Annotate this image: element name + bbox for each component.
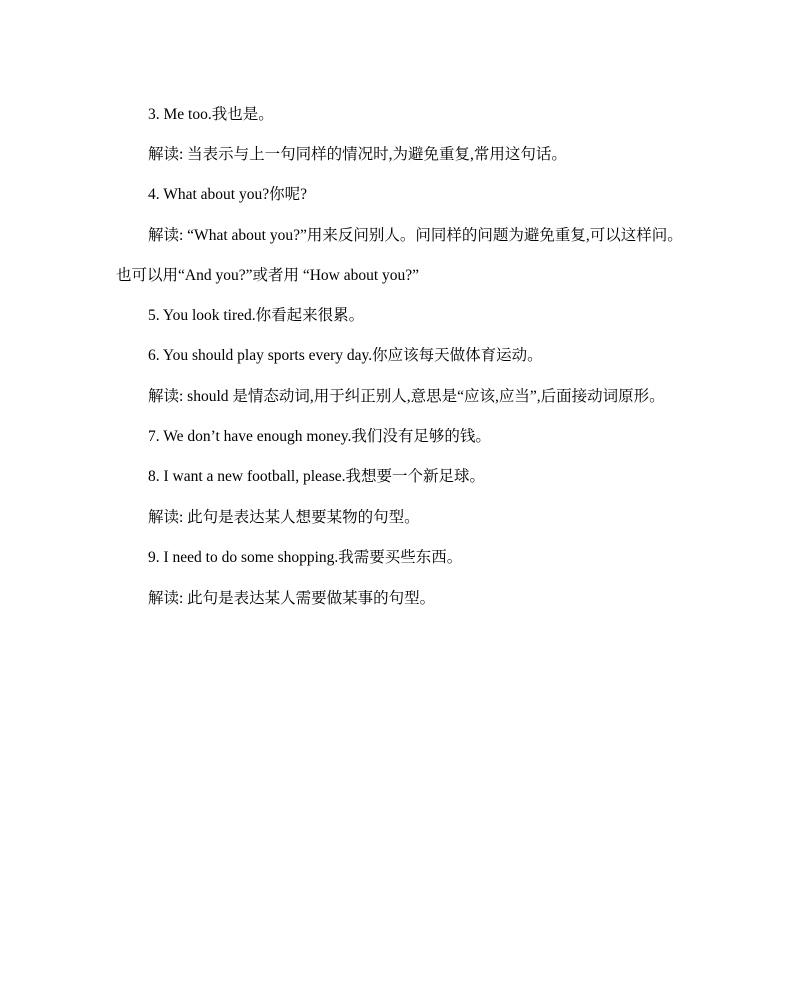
explanation-3: 解读: 当表示与上一句同样的情况时,为避免重复,常用这句话。: [148, 146, 567, 163]
explanation-4-continued: 也可以用“And you?”或者用 “How about you?”: [116, 267, 420, 284]
sentence-5: 5. You look tired.你看起来很累。: [148, 307, 365, 324]
sentence-8: 8. I want a new football, please.我想要一个新足球。: [148, 468, 486, 485]
sentence-7: 7. We don’t have enough money.我们没有足够的钱。: [148, 428, 491, 445]
sentence-3: 3. Me too.我也是。: [148, 106, 274, 123]
explanation-8: 解读: 此句是表达某人想要某物的句型。: [148, 509, 420, 526]
sentence-6: 6. You should play sports every day.你应该每天做体育运动。: [148, 347, 543, 364]
sentence-9: 9. I need to do some shopping.我需要买些东西。: [148, 549, 463, 566]
explanation-6: 解读: should 是情态动词,用于纠正别人,意思是“应该,应当”,后面接动词原形。: [148, 388, 665, 405]
sentence-4: 4. What about you?你呢?: [148, 186, 307, 203]
explanation-4: 解读: “What about you?”用来反问别人。问同样的问题为避免重复,可以这样问。: [148, 227, 683, 244]
explanation-9: 解读: 此句是表达某人需要做某事的句型。: [148, 590, 436, 607]
